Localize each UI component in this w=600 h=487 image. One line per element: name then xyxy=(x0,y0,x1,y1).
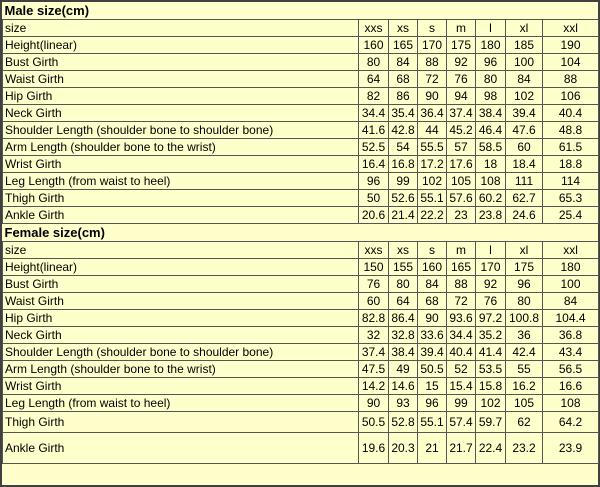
row-label: Thigh Girth xyxy=(3,412,359,433)
table-cell: 72 xyxy=(418,71,447,88)
column-header: l xyxy=(476,20,506,37)
table-cell: 76 xyxy=(476,293,506,310)
table-cell: 18.8 xyxy=(543,156,599,173)
table-cell: 16.4 xyxy=(359,156,389,173)
table-row xyxy=(3,54,599,71)
table-cell: 35.4 xyxy=(389,105,418,122)
female-section-title: Female size(cm) xyxy=(3,224,599,242)
column-header: xs xyxy=(389,242,418,259)
table-cell: 32 xyxy=(359,327,389,344)
table-cell: 58.5 xyxy=(476,139,506,156)
table-cell: 99 xyxy=(389,173,418,190)
table-cell: 96 xyxy=(359,173,389,190)
table-cell: 170 xyxy=(418,37,447,54)
table-cell: 43.4 xyxy=(543,344,599,361)
table-cell: 25.4 xyxy=(543,207,599,224)
table-cell: 76 xyxy=(359,276,389,293)
table-row xyxy=(3,293,599,310)
table-cell: 160 xyxy=(418,259,447,276)
table-cell: 49 xyxy=(389,361,418,378)
table-cell: 100 xyxy=(506,54,543,71)
table-cell: 105 xyxy=(506,395,543,412)
table-cell: 38.4 xyxy=(389,344,418,361)
table-row xyxy=(3,310,599,327)
table-cell: 64 xyxy=(359,71,389,88)
table-cell: 64 xyxy=(389,293,418,310)
row-label: Hip Girth xyxy=(3,88,359,105)
table-cell: 68 xyxy=(389,71,418,88)
table-cell: 94 xyxy=(447,88,476,105)
table-cell: 102 xyxy=(418,173,447,190)
column-header: xxs xyxy=(359,242,389,259)
table-cell: 88 xyxy=(418,54,447,71)
table-cell: 114 xyxy=(543,173,599,190)
column-header: m xyxy=(447,20,476,37)
table-cell: 16.8 xyxy=(389,156,418,173)
table-cell: 22.2 xyxy=(418,207,447,224)
table-cell: 60 xyxy=(359,293,389,310)
table-cell: 41.4 xyxy=(476,344,506,361)
table-cell: 17.6 xyxy=(447,156,476,173)
table-cell: 36 xyxy=(506,327,543,344)
table-cell: 106 xyxy=(543,88,599,105)
table-cell: 92 xyxy=(476,276,506,293)
table-cell: 100.8 xyxy=(506,310,543,327)
table-cell: 18.4 xyxy=(506,156,543,173)
table-cell: 88 xyxy=(447,276,476,293)
table-cell: 20.6 xyxy=(359,207,389,224)
table-cell: 100 xyxy=(543,276,599,293)
table-cell: 102 xyxy=(476,395,506,412)
table-cell: 14.6 xyxy=(389,378,418,395)
column-header: xl xyxy=(506,20,543,37)
row-label: Height(linear) xyxy=(3,259,359,276)
table-cell: 48.8 xyxy=(543,122,599,139)
table-cell: 93 xyxy=(389,395,418,412)
table-cell: 42.8 xyxy=(389,122,418,139)
male-section-title: Male size(cm) xyxy=(3,2,599,20)
row-label: Arm Length (shoulder bone to the wrist) xyxy=(3,139,359,156)
table-cell: 56.5 xyxy=(543,361,599,378)
table-cell: 34.4 xyxy=(447,327,476,344)
column-header: s xyxy=(418,242,447,259)
table-cell: 86 xyxy=(389,88,418,105)
table-cell: 18 xyxy=(476,156,506,173)
table-cell: 21 xyxy=(418,433,447,464)
table-cell: 180 xyxy=(543,259,599,276)
table-cell: 80 xyxy=(389,276,418,293)
table-cell: 17.2 xyxy=(418,156,447,173)
row-label: Neck Girth xyxy=(3,105,359,122)
table-cell: 57.6 xyxy=(447,190,476,207)
table-cell: 96 xyxy=(418,395,447,412)
table-row xyxy=(3,344,599,361)
table-cell: 41.6 xyxy=(359,122,389,139)
table-cell: 68 xyxy=(418,293,447,310)
column-header: xxs xyxy=(359,20,389,37)
table-cell: 55.1 xyxy=(418,190,447,207)
table-cell: 62 xyxy=(506,412,543,433)
table-cell: 20.3 xyxy=(389,433,418,464)
table-cell: 23 xyxy=(447,207,476,224)
table-cell: 60.2 xyxy=(476,190,506,207)
column-header: size xyxy=(3,242,359,259)
table-cell: 108 xyxy=(476,173,506,190)
table-cell: 54 xyxy=(389,139,418,156)
column-header: m xyxy=(447,242,476,259)
column-header: s xyxy=(418,20,447,37)
table-cell: 35.2 xyxy=(476,327,506,344)
row-label: Wrist Girth xyxy=(3,156,359,173)
table-cell: 19.6 xyxy=(359,433,389,464)
table-cell: 23.2 xyxy=(506,433,543,464)
table-cell: 50.5 xyxy=(418,361,447,378)
column-header: xs xyxy=(389,20,418,37)
table-cell: 37.4 xyxy=(359,344,389,361)
table-cell: 33.6 xyxy=(418,327,447,344)
table-cell: 32.8 xyxy=(389,327,418,344)
table-row xyxy=(3,156,599,173)
table-cell: 72 xyxy=(447,293,476,310)
row-label: Bust Girth xyxy=(3,54,359,71)
row-label: Wrist Girth xyxy=(3,378,359,395)
table-row xyxy=(3,88,599,105)
table-cell: 80 xyxy=(359,54,389,71)
table-cell: 86.4 xyxy=(389,310,418,327)
table-cell: 52 xyxy=(447,361,476,378)
table-row xyxy=(3,173,599,190)
row-label: Hip Girth xyxy=(3,310,359,327)
table-cell: 84 xyxy=(543,293,599,310)
table-row xyxy=(3,276,599,293)
table-cell: 40.4 xyxy=(447,344,476,361)
table-row xyxy=(3,259,599,276)
table-cell: 82.8 xyxy=(359,310,389,327)
table-cell: 160 xyxy=(359,37,389,54)
table-cell: 84 xyxy=(389,54,418,71)
table-cell: 165 xyxy=(389,37,418,54)
table-cell: 185 xyxy=(506,37,543,54)
table-cell: 60 xyxy=(506,139,543,156)
table-row xyxy=(3,433,599,464)
table-cell: 190 xyxy=(543,37,599,54)
row-label: Ankle Girth xyxy=(3,433,359,464)
table-cell: 61.5 xyxy=(543,139,599,156)
row-label: Thigh Girth xyxy=(3,190,359,207)
table-cell: 92 xyxy=(447,54,476,71)
table-cell: 88 xyxy=(543,71,599,88)
column-header: xl xyxy=(506,242,543,259)
table-cell: 16.2 xyxy=(506,378,543,395)
male-header-row xyxy=(3,20,599,37)
table-cell: 175 xyxy=(506,259,543,276)
table-row xyxy=(3,122,599,139)
table-cell: 38.4 xyxy=(476,105,506,122)
column-header: size xyxy=(3,20,359,37)
table-row xyxy=(3,190,599,207)
table-cell: 44 xyxy=(418,122,447,139)
row-label: Waist Girth xyxy=(3,293,359,310)
table-cell: 34.4 xyxy=(359,105,389,122)
table-cell: 57.4 xyxy=(447,412,476,433)
row-label: Leg Length (from waist to heel) xyxy=(3,173,359,190)
table-cell: 165 xyxy=(447,259,476,276)
table-cell: 15.4 xyxy=(447,378,476,395)
table-cell: 99 xyxy=(447,395,476,412)
table-cell: 90 xyxy=(418,88,447,105)
table-cell: 93.6 xyxy=(447,310,476,327)
table-cell: 108 xyxy=(543,395,599,412)
table-cell: 104 xyxy=(543,54,599,71)
table-cell: 15.8 xyxy=(476,378,506,395)
table-cell: 150 xyxy=(359,259,389,276)
table-cell: 37.4 xyxy=(447,105,476,122)
table-cell: 175 xyxy=(447,37,476,54)
table-cell: 111 xyxy=(506,173,543,190)
table-row xyxy=(3,207,599,224)
table-cell: 42.4 xyxy=(506,344,543,361)
table-cell: 97.2 xyxy=(476,310,506,327)
table-cell: 104.4 xyxy=(543,310,599,327)
table-cell: 23.9 xyxy=(543,433,599,464)
table-cell: 180 xyxy=(476,37,506,54)
table-cell: 96 xyxy=(506,276,543,293)
table-cell: 52.5 xyxy=(359,139,389,156)
table-cell: 90 xyxy=(418,310,447,327)
table-cell: 55 xyxy=(506,361,543,378)
table-cell: 90 xyxy=(359,395,389,412)
table-cell: 105 xyxy=(447,173,476,190)
table-cell: 16.6 xyxy=(543,378,599,395)
row-label: Leg Length (from waist to heel) xyxy=(3,395,359,412)
table-cell: 96 xyxy=(476,54,506,71)
row-label: Height(linear) xyxy=(3,37,359,54)
row-label: Arm Length (shoulder bone to the wrist) xyxy=(3,361,359,378)
table-cell: 76 xyxy=(447,71,476,88)
table-cell: 98 xyxy=(476,88,506,105)
table-cell: 52.8 xyxy=(389,412,418,433)
table-cell: 21.7 xyxy=(447,433,476,464)
table-cell: 62.7 xyxy=(506,190,543,207)
table-cell: 55.5 xyxy=(418,139,447,156)
row-label: Shoulder Length (shoulder bone to shoulder bone) xyxy=(3,122,359,139)
table-cell: 52.6 xyxy=(389,190,418,207)
table-cell: 22.4 xyxy=(476,433,506,464)
female-header-row xyxy=(3,242,599,259)
table-cell: 46.4 xyxy=(476,122,506,139)
table-row xyxy=(3,412,599,433)
table-cell: 50 xyxy=(359,190,389,207)
column-header: xxl xyxy=(543,242,599,259)
column-header: xxl xyxy=(543,20,599,37)
table-row xyxy=(3,327,599,344)
size-table xyxy=(2,2,599,464)
table-cell: 82 xyxy=(359,88,389,105)
table-cell: 57 xyxy=(447,139,476,156)
table-cell: 155 xyxy=(389,259,418,276)
table-cell: 64.2 xyxy=(543,412,599,433)
table-cell: 47.6 xyxy=(506,122,543,139)
row-label: Shoulder Length (shoulder bone to shoulder bone) xyxy=(3,344,359,361)
table-cell: 59.7 xyxy=(476,412,506,433)
table-row xyxy=(3,395,599,412)
table-cell: 55.1 xyxy=(418,412,447,433)
row-label: Neck Girth xyxy=(3,327,359,344)
table-cell: 21.4 xyxy=(389,207,418,224)
table-row xyxy=(3,378,599,395)
table-cell: 80 xyxy=(506,293,543,310)
table-cell: 50.5 xyxy=(359,412,389,433)
table-cell: 24.6 xyxy=(506,207,543,224)
table-cell: 84 xyxy=(418,276,447,293)
table-row xyxy=(3,71,599,88)
table-cell: 170 xyxy=(476,259,506,276)
table-row xyxy=(3,139,599,156)
table-row xyxy=(3,105,599,122)
table-row xyxy=(3,361,599,378)
table-cell: 15 xyxy=(418,378,447,395)
table-cell: 39.4 xyxy=(506,105,543,122)
row-label: Ankle Girth xyxy=(3,207,359,224)
column-header: l xyxy=(476,242,506,259)
table-cell: 84 xyxy=(506,71,543,88)
table-cell: 40.4 xyxy=(543,105,599,122)
table-cell: 36.4 xyxy=(418,105,447,122)
table-cell: 65.3 xyxy=(543,190,599,207)
table-cell: 102 xyxy=(506,88,543,105)
table-cell: 14.2 xyxy=(359,378,389,395)
row-label: Bust Girth xyxy=(3,276,359,293)
table-row xyxy=(3,37,599,54)
table-cell: 36.8 xyxy=(543,327,599,344)
table-cell: 47.5 xyxy=(359,361,389,378)
row-label: Waist Girth xyxy=(3,71,359,88)
table-cell: 80 xyxy=(476,71,506,88)
table-cell: 39.4 xyxy=(418,344,447,361)
table-cell: 45.2 xyxy=(447,122,476,139)
table-cell: 23.8 xyxy=(476,207,506,224)
table-cell: 53.5 xyxy=(476,361,506,378)
